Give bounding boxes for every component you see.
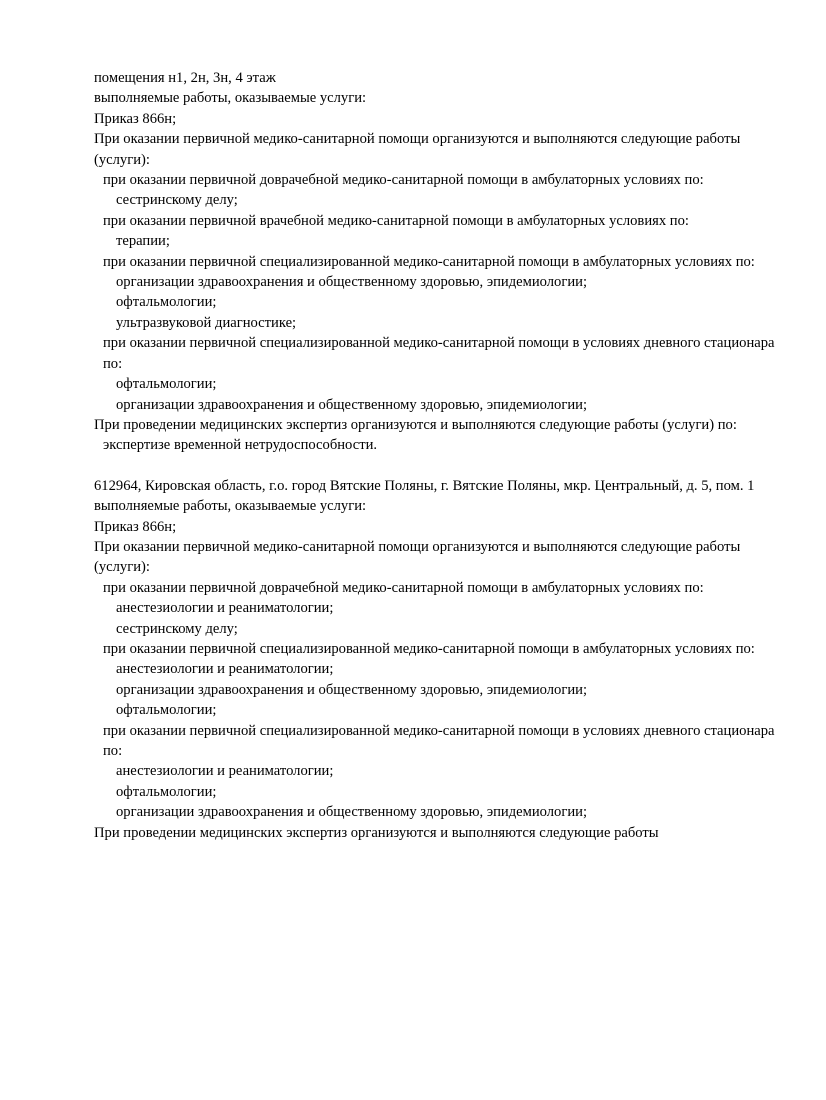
document-line: при оказании первичной врачебной медико-санитарной помощи в амбулаторных условиях по: bbox=[103, 212, 689, 229]
document-line: При оказании первичной медико-санитарной помощи организуются и выполняются следующие работы (услуги): bbox=[94, 131, 744, 168]
document-line: выполняемые работы, оказываемые услуги: bbox=[94, 498, 367, 515]
document-line: при оказании первичной доврачебной медико-санитарной помощи в амбулаторных условиях по: bbox=[103, 172, 704, 189]
document-line: анестезиологии и реаниматологии; bbox=[116, 661, 334, 678]
document-line: Приказ 866н; bbox=[94, 110, 177, 127]
document-line: При оказании первичной медико-санитарной помощи организуются и выполняются следующие работы (услуги): bbox=[94, 538, 744, 576]
text-block-2 bbox=[94, 476, 784, 843]
document-line: организации здравоохранения и общественному здоровью, эпидемиологии; bbox=[116, 681, 588, 698]
document-line: При проведении медицинских экспертиз организуются и выполняются следующие работы bbox=[94, 824, 659, 841]
document-line: ультразвуковой диагностике; bbox=[116, 314, 297, 331]
document-line: организации здравоохранения и общественному здоровью, эпидемиологии; bbox=[116, 396, 588, 413]
document-line: офтальмологии; bbox=[116, 702, 217, 719]
document-line: сестринскому делу; bbox=[116, 620, 238, 637]
text-block-1 bbox=[94, 68, 784, 456]
document-line: экспертизе временной нетрудоспособности. bbox=[103, 437, 378, 454]
document-line: при оказании первичной специализированной медико-санитарной помощи в амбулаторных условиях по: bbox=[103, 253, 755, 270]
document-line: при оказании первичной специализированной медико-санитарной помощи в условиях дневного стационара по: bbox=[103, 722, 779, 759]
document-body bbox=[94, 68, 784, 843]
document-line: терапии; bbox=[116, 233, 170, 250]
document-line: анестезиологии и реаниматологии; bbox=[116, 600, 334, 617]
document-line: при оказании первичной доврачебной медико-санитарной помощи в амбулаторных условиях по: bbox=[103, 579, 704, 596]
document-line: организации здравоохранения и общественному здоровью, эпидемиологии; bbox=[116, 804, 588, 821]
document-line: При проведении медицинских экспертиз организуются и выполняются следующие работы (услуги) по: bbox=[94, 416, 737, 433]
document-line: анестезиологии и реаниматологии; bbox=[116, 763, 334, 780]
document-line: при оказании первичной специализированной медико-санитарной помощи в амбулаторных условиях по: bbox=[103, 640, 755, 657]
document-line: 612964, Кировская область, г.о. город Вятские Поляны, г. Вятские Поляны, мкр. Центральный, д. 5, пом. 1 bbox=[94, 477, 755, 494]
paragraph-spacer bbox=[94, 456, 784, 476]
document-line: офтальмологии; bbox=[116, 376, 217, 393]
document-line: выполняемые работы, оказываемые услуги: bbox=[94, 90, 367, 107]
document-line: Приказ 866н; bbox=[94, 518, 177, 535]
document-line: сестринскому делу; bbox=[116, 192, 238, 209]
document-line: офтальмологии; bbox=[116, 294, 217, 311]
document-line: помещения н1, 2н, 3н, 4 этаж bbox=[94, 70, 276, 86]
document-line: организации здравоохранения и общественному здоровью, эпидемиологии; bbox=[116, 274, 588, 291]
document-line: при оказании первичной специализированной медико-санитарной помощи в условиях дневного стационара по: bbox=[103, 335, 779, 372]
document-line: офтальмологии; bbox=[116, 783, 217, 800]
